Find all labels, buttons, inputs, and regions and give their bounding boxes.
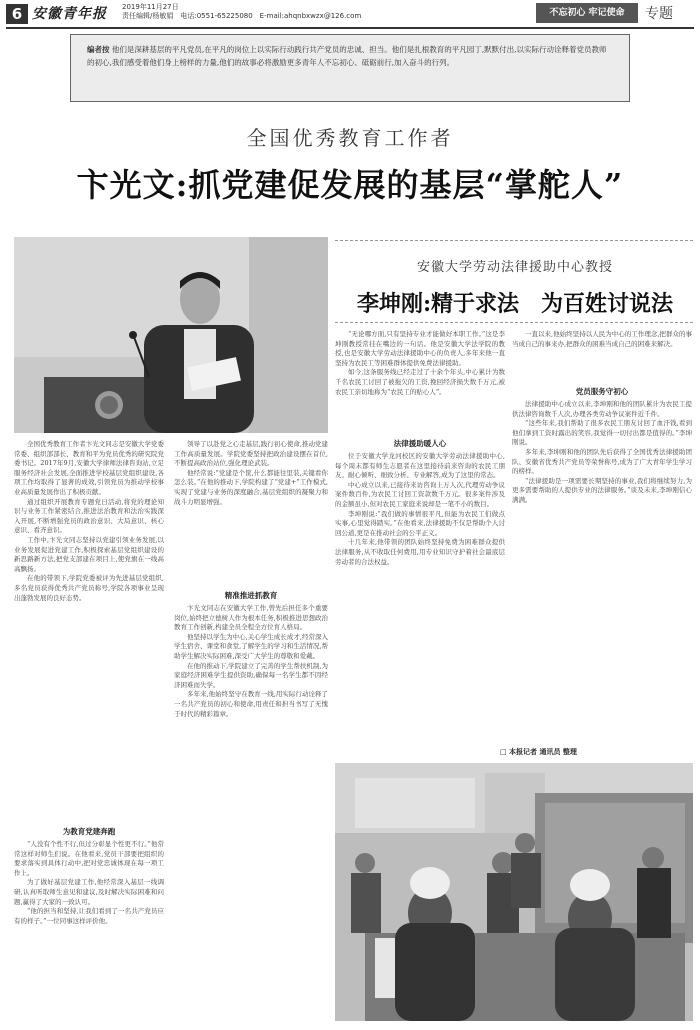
paragraph: “人没有个性不行,但过分彰显个性更不行。”他常常这样对师生们说。在他看来,党员干部要把组织的要求落实到具体行动中,把对党忠诚体现在每一项工作上。 [14, 840, 164, 877]
article2-kicker: 安徽大学劳动法律援助中心教授 [416, 260, 613, 275]
paragraph: “无论哪方面,只有坚持专业才能做好本职工作。”这是李坤刚教授常挂在嘴边的一句话。他是安徽大学法学院的教授,也是安徽大学劳动法律援助中心的负责人,多年来他一直坚持为农民工等困难群体提供免费法律援助。 [335, 330, 505, 367]
article1-subhead-1: 为教育党建奔跑 [62, 827, 116, 836]
article1-headline: 卞光文:抓党建促发展的基层“掌舵人” [76, 166, 624, 204]
editor-note [70, 34, 630, 102]
legal-aid-photo-illustration [335, 763, 693, 1021]
paragraph: 位于安徽大学龙河校区的安徽大学劳动法律援助中心,每个周末都有师生志愿者在这里接待前来咨询的农民工朋友。耐心倾听、细致分析、专业解答,成为了这里的常态。 [335, 452, 505, 480]
article2-title-rule [335, 322, 693, 323]
paragraph: 在他的带领下,学院党委被评为先进基层党组织,多名党员获得优秀共产党员称号,学院各项事业呈现出蓬勃发展的良好态势。 [14, 574, 164, 602]
article2-subhead-1: 法律援助暖人心 [393, 439, 447, 448]
paragraph: 十几年来,他带领的团队始终坚持免费为困难群众提供法律服务,从不收取任何费用,用专业知识守护着社会最底层劳动者的合法权益。 [335, 538, 505, 566]
editor-note-label: 编者按 [87, 45, 110, 54]
paragraph: 他坚持以学生为中心,关心学生成长成才,经常深入学生宿舍、课堂和食堂,了解学生的学习和生活情况,帮助学生解决实际困难,深受广大学生的尊敬和爱戴。 [174, 632, 328, 660]
paragraph: “法律援助是一项需要长期坚持的事业,我们将继续努力,为更多需要帮助的人提供专业的法律服务。”谈及未来,李坤刚信心满满。 [512, 476, 692, 504]
paragraph: 领导了以赴党之心走基层,践行初心使命,推动党建工作高质量发展。学院党委坚持把政治建设摆在首位,不断提高政治站位,强化理论武装。 [174, 440, 328, 468]
paragraph: 全国优秀教育工作者卞光文同志是安徽大学党委常委、组织部部长、教育和平为党员优秀的研究院党委书记。2017年9月,安徽大学律师法律咨询站,立足服务经济社会发展,全面推进学校基层党组织建设,各项工作均取得了显著的成效,引领党员为推动学校事业高质量发展作出了积极贡献。 [14, 440, 164, 496]
paragraph: 法律援助中心成立以来,李坤刚和他的团队累计为农民工提供法律咨询数千人次,办理各类劳动争议案件近千件。 [512, 400, 692, 418]
article1-column-1b [14, 840, 164, 1022]
article2-column-2b [512, 400, 692, 740]
paragraph: 他经常说:“党建是个筐,什么都能往里装,关键看你怎么装。”在他的推动下,学院构建了“党建+”工作模式,实现了党建与业务的深度融合,基层党组织的凝聚力和战斗力明显增强。 [174, 468, 328, 506]
paragraph: 如今,这条服务线已经走过了十余个年头,中心累计为数千名农民工讨回了被拖欠的工资,挽回经济损失数千万元,被农民工亲切地称为“农民工的贴心人”。 [335, 368, 505, 396]
article1-column-2b [174, 604, 328, 1022]
article2-photo [335, 763, 693, 1021]
article1-column-1 [14, 440, 164, 818]
date-line: 2019年11月27日 [122, 3, 179, 11]
paragraph: 多年来,他始终坚守在教育一线,用实际行动诠释了一名共产党员的初心和使命,用责任和担当书写了无愧于时代的精彩篇章。 [174, 690, 328, 718]
paragraph: 卞光文同志在安徽大学工作,曾先后担任多个重要岗位,始终把立德树人作为根本任务,积极推进思想政治教育工作创新,构建全员全程全方位育人格局。 [174, 604, 328, 632]
editor-line: 责任编辑/杨敏娟 电话:0551-65225080 E-mail:ahqnbxwzx@126.com [122, 12, 362, 20]
article1-column-2 [174, 440, 328, 580]
speaker-photo-illustration [14, 237, 328, 433]
article1-kicker: 全国优秀教育工作者 [246, 126, 454, 150]
section-title: 专题 [645, 6, 673, 22]
article2-headline: 李坤刚:精于求法 为百姓讨说法 [356, 291, 674, 317]
article1-subhead-2: 精准推进抓教育 [224, 591, 278, 600]
article2-column-2 [512, 330, 692, 380]
paragraph: “这些年来,我们帮助了很多农民工朋友讨回了血汗钱,看到他们拿到工资时露出的笑容,我觉得一切付出都是值得的。”李坤刚说。 [512, 419, 692, 447]
theme-banner: 不忘初心 牢记使命 [536, 3, 638, 23]
article1-photo [14, 237, 328, 433]
paragraph: 多年来,李坤刚和他的团队先后获得了全国优秀法律援助团队、安徽省优秀共产党员等荣誉称号,成为了广大青年学生学习的榜样。 [512, 447, 692, 476]
page-header [0, 0, 700, 28]
paragraph: 李坤刚说:“我们做的事情很平凡,但能为农民工们做点实事,心里觉得踏实。”在他看来,法律援助不仅是帮助个人讨回公道,更是在推动社会的公平正义。 [335, 509, 505, 537]
paragraph: 中心成立以来,已接待来访咨询上万人次,代理劳动争议案件数百件,为农民工讨回工资款数千万元。很多案件涉及的金额虽小,但对农民工家庭来说却是一笔不小的数目。 [335, 480, 505, 508]
paragraph: 一直以来,他始终坚持以人民为中心的工作理念,把群众的事当成自己的事来办,把群众的困难当成自己的困难来解决。 [512, 330, 692, 348]
article2-subhead-2: 党员服务守初心 [575, 387, 629, 396]
header-meta [122, 3, 361, 21]
page-number: 6 [6, 4, 28, 24]
paragraph: 工作中,卞光文同志坚持以党建引领业务发展,以业务发展促进党建工作,积极探索基层党组织建设的新思路新方法,把党支部建在项目上,使党旗在一线高高飘扬。 [14, 535, 164, 573]
paragraph: 为了做好基层党建工作,他经常深入基层一线调研,认真听取师生意见和建议,及时解决实际困难和问题,赢得了大家的一致认可。 [14, 878, 164, 906]
article2-column-1b [335, 452, 505, 757]
header-rule [6, 27, 694, 29]
article2-top-rule [335, 240, 693, 241]
article2-column-1 [335, 330, 505, 430]
article2-byline: □ 本报记者 通讯员 整理 [500, 747, 577, 756]
paragraph: “他的担当和坚持,让我们看到了一名共产党员应有的样子。”一位同事这样评价他。 [14, 907, 164, 925]
editor-note-text: 他们是深耕基层的平凡党员,在平凡的岗位上以实际行动践行共产党员的忠诚、担当。他们是扎根教育的平凡园丁,默默付出,以实际行动诠释着党员教师的初心,我们感受着他们身上榜样的力量,他们的故事必将激励更多青年人不忘初心、砥砺前行,加入奋斗的行列。 [87, 45, 607, 67]
masthead: 安徽青年报 [32, 6, 107, 22]
paragraph: 在他的推动下,学院建立了完善的学生帮扶机制,为家庭经济困难学生提供资助,确保每一名学生都不因经济困难而失学。 [174, 661, 328, 689]
paragraph: 通过组织开展教育专题党日活动,将党的理论知识与业务工作紧密结合,推进法治教育和法治实践深入开展,不断增强党员的政治意识、大局意识、核心意识、看齐意识。 [14, 497, 164, 535]
